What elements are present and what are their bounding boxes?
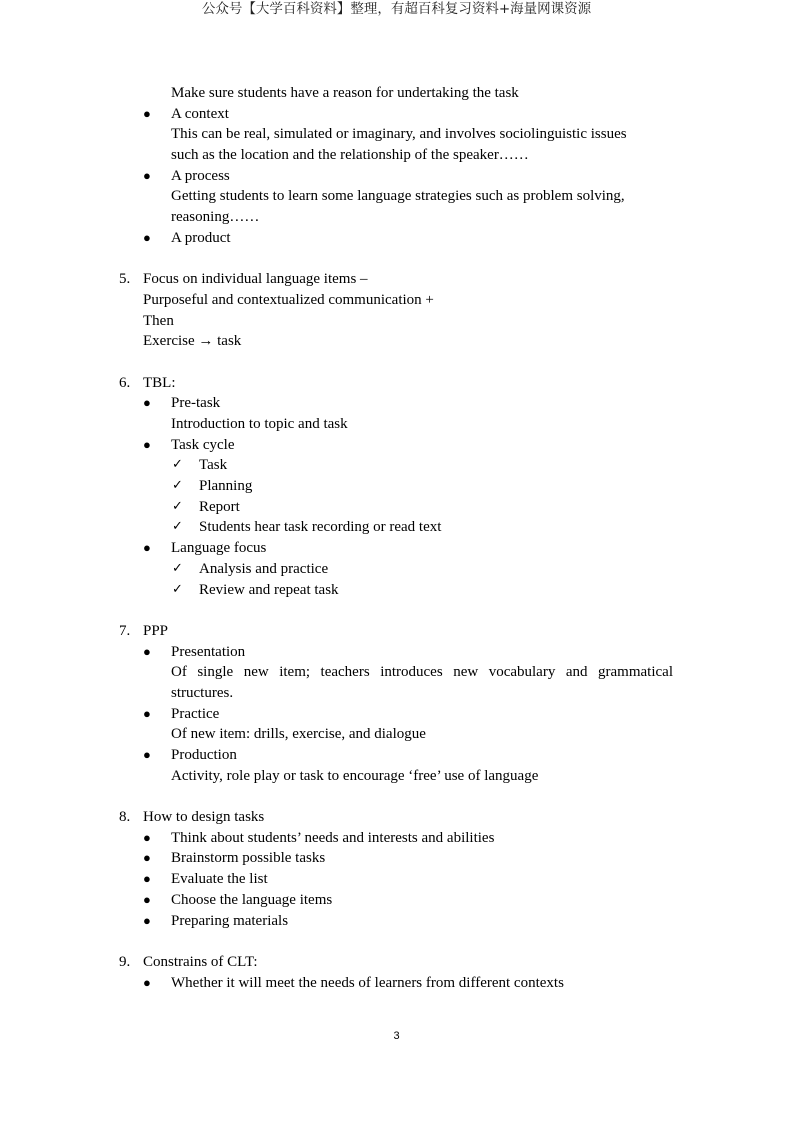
bullet-line — [0, 745, 793, 766]
line-text: Brainstorm possible tasks — [171, 850, 326, 867]
line-text: Constrains of CLT: — [143, 953, 258, 970]
text-line — [0, 83, 793, 104]
bullet-line — [0, 393, 793, 414]
line-text: PPP — [143, 622, 169, 639]
line-text: Analysis and practice — [199, 560, 329, 577]
numbered-line — [0, 807, 793, 828]
bullet-line — [0, 538, 793, 559]
line-text: Evaluate the list — [171, 871, 268, 888]
line-text: Task — [199, 457, 228, 474]
bullet-icon: ● — [143, 436, 151, 452]
blank-line — [0, 352, 793, 373]
text-line — [0, 662, 793, 683]
bullet-icon: ● — [143, 850, 151, 866]
checkmark-icon: ✓ — [172, 519, 183, 535]
text-line — [0, 311, 793, 332]
line-text: Report — [199, 498, 240, 515]
blank-line — [0, 249, 793, 270]
page-header: 公众号【大学百科资料】整理，有超百科复习资料+海量网课资源 — [201, 1, 592, 17]
text-line — [0, 724, 793, 745]
line-text: A product — [171, 229, 231, 246]
check-line — [0, 580, 793, 601]
line-text: Choose the language items — [171, 891, 333, 908]
checkmark-icon: ✓ — [172, 560, 183, 576]
line-text: Make sure students have a reason for undertaking the task — [171, 85, 519, 101]
list-number: 7. — [119, 622, 131, 639]
text-line — [0, 331, 793, 352]
line-text: Think about students’ needs and interests and abilities — [171, 829, 495, 846]
checkmark-icon: ✓ — [172, 498, 183, 514]
line-text: such as the location and the relationship of the speaker…… — [171, 147, 529, 164]
bullet-line — [0, 642, 793, 663]
text-line — [0, 290, 793, 311]
line-text: Exercise → task — [143, 333, 242, 350]
list-number: 5. — [119, 271, 131, 288]
check-line — [0, 559, 793, 580]
blank-line — [0, 786, 793, 807]
bullet-line — [0, 435, 793, 456]
bullet-icon: ● — [143, 643, 151, 659]
line-text: TBL: — [143, 374, 176, 391]
line-text: structures. — [171, 684, 234, 701]
line-text: Then — [143, 312, 174, 329]
bullet-icon: ● — [143, 871, 151, 887]
text-line — [0, 145, 793, 166]
text-line — [0, 683, 793, 704]
bullet-line — [0, 869, 793, 890]
numbered-line — [0, 952, 793, 973]
line-text: Activity, role play or task to encourage ‘free’ use of language — [171, 767, 539, 784]
bullet-line — [0, 228, 793, 249]
bullet-line — [0, 166, 793, 187]
check-line — [0, 455, 793, 476]
bullet-line — [0, 828, 793, 849]
line-text: Whether it will meet the needs of learners from different contexts — [171, 974, 564, 991]
line-text: Task cycle — [171, 436, 235, 453]
checkmark-icon: ✓ — [172, 457, 183, 473]
numbered-line — [0, 269, 793, 290]
list-number: 9. — [119, 953, 131, 970]
bullet-icon: ● — [143, 747, 151, 762]
bullet-icon: ● — [143, 105, 151, 121]
check-line — [0, 497, 793, 518]
text-line — [0, 186, 793, 207]
line-text: A process — [171, 167, 230, 184]
bullet-icon: ● — [143, 229, 151, 245]
page-number: 3 — [393, 1030, 400, 1042]
bullet-icon: ● — [143, 395, 151, 411]
line-text: reasoning…… — [171, 209, 260, 226]
blank-line — [0, 600, 793, 621]
line-text: Language focus — [171, 540, 267, 557]
line-text: Focus on individual language items – — [143, 271, 368, 288]
bullet-icon: ● — [143, 540, 151, 556]
check-line — [0, 517, 793, 538]
line-text: Introduction to topic and task — [171, 416, 348, 432]
bullet-icon: ● — [143, 167, 151, 183]
line-text: Production — [171, 747, 237, 763]
bullet-line — [0, 973, 793, 994]
text-line — [0, 207, 793, 228]
list-number: 8. — [119, 809, 131, 826]
line-text: Planning — [199, 478, 253, 495]
bullet-icon: ● — [143, 829, 151, 845]
bullet-line — [0, 890, 793, 911]
line-text: Review and repeat task — [199, 581, 339, 598]
bullet-line — [0, 848, 793, 869]
line-text: Students hear task recording or read text — [199, 519, 442, 536]
checkmark-icon: ✓ — [172, 478, 183, 494]
bullet-icon: ● — [143, 705, 151, 721]
check-line — [0, 476, 793, 497]
text-line — [0, 766, 793, 787]
line-text: Of single new item; teachers introduces new vocabulary and grammatical — [171, 664, 673, 681]
bullet-line — [0, 704, 793, 725]
line-text: Getting students to learn some language strategies such as problem solving, — [171, 188, 625, 205]
list-number: 6. — [119, 374, 131, 391]
line-text: This can be real, simulated or imaginary, and involves sociolinguistic issues — [171, 126, 627, 143]
checkmark-icon: ✓ — [172, 581, 183, 597]
bullet-icon: ● — [143, 891, 151, 907]
text-line — [0, 414, 793, 435]
line-text: Preparing materials — [171, 912, 289, 929]
blank-line — [0, 931, 793, 952]
document-body — [0, 83, 793, 993]
bullet-icon: ● — [143, 974, 151, 990]
line-text: A context — [171, 105, 229, 122]
line-text: How to design tasks — [143, 809, 265, 826]
line-text: Of new item: drills, exercise, and dialogue — [171, 726, 426, 743]
line-text: Presentation — [171, 643, 246, 660]
bullet-line — [0, 911, 793, 932]
text-line — [0, 124, 793, 145]
line-text: Practice — [171, 705, 220, 722]
bullet-line — [0, 104, 793, 125]
bullet-icon: ● — [143, 912, 151, 928]
line-text: Pre-task — [171, 395, 221, 412]
numbered-line — [0, 621, 793, 642]
line-text: Purposeful and contextualized communication + — [143, 291, 434, 308]
numbered-line — [0, 373, 793, 394]
